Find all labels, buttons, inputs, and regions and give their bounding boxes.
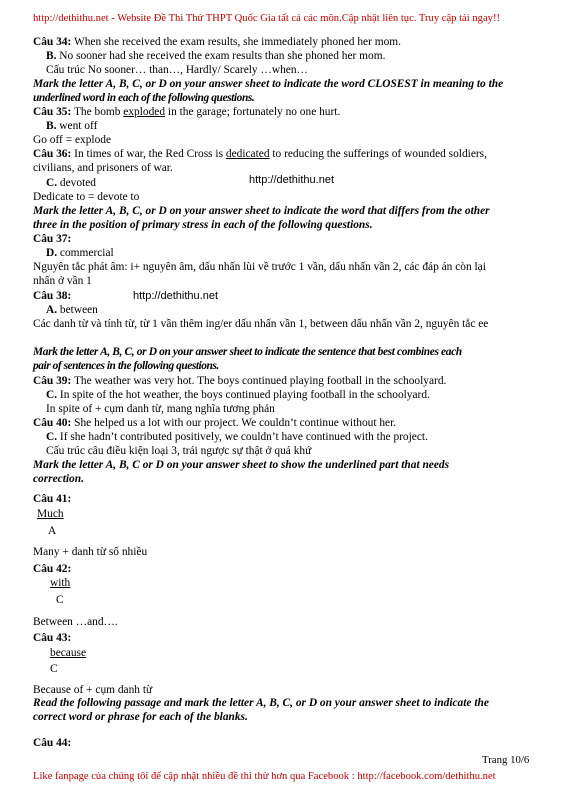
watermark-link[interactable]: http://dethithu.net	[249, 174, 335, 186]
explanation-34: Cấu trúc No sooner… than…, Hardly/ Scarely …when…	[46, 64, 308, 76]
answer-text: No sooner had she received the exam results than she phoned her mom.	[56, 50, 386, 62]
option-letter: C	[50, 663, 58, 675]
question-number: Câu 36:	[33, 148, 72, 160]
instruction-closest-line1: Mark the letter A, B, C, or D on your answer sheet to indicate the word CLOSEST in meaning to the	[33, 78, 504, 90]
answer-text: If she hadn’t contributed positively, we couldn’t have continued with the project.	[57, 431, 428, 443]
answer-letter: C.	[46, 431, 58, 443]
underlined-word: Much	[37, 508, 64, 520]
explanation-37-line2: nhấn ở vần 1	[33, 275, 92, 287]
instruction-passage-line1: Read the following passage and mark the letter A, B, C, or D on your answer sheet to indicate the	[33, 697, 489, 709]
question-text: The weather was very hot. The boys continued playing football in the schoolyard.	[71, 375, 447, 387]
question-44-number: Câu 44:	[33, 737, 72, 749]
underlined-word: because	[50, 647, 87, 659]
question-34	[33, 36, 401, 49]
question-43-number: Câu 43:	[33, 632, 72, 644]
instruction-closest-line2: underlined word in each of the following questions.	[33, 92, 255, 104]
explanation-39: In spite of + cụm danh từ, mang nghĩa tương phản	[46, 403, 275, 415]
instruction-error-line2: correction.	[33, 473, 84, 485]
answer-text: between	[57, 304, 98, 316]
answer-39	[46, 389, 430, 402]
explanation-35: Go off = explode	[33, 134, 112, 146]
answer-36	[46, 177, 96, 190]
instruction-stress-line1: Mark the letter A, B, C, or D on your answer sheet to indicate the word that differs from the other	[33, 205, 490, 217]
question-36	[33, 148, 487, 161]
answer-letter: B.	[46, 50, 57, 62]
option-letter: C	[56, 594, 64, 606]
instruction-error-line1: Mark the letter A, B, C or D on your answer sheet to show the underlined part that needs	[33, 459, 450, 471]
option-letter: A	[48, 525, 57, 537]
page-header[interactable]: http://dethithu.net - Website Đề Thi Thử THPT Quốc Gia tất cả các môn.Cập nhật liên tục. Truy cập tải ngay!!	[33, 13, 500, 24]
instruction-combine-line2: pair of sentences in the following questions.	[33, 360, 219, 372]
question-42-number: Câu 42:	[33, 563, 72, 575]
answer-37	[46, 247, 114, 260]
question-number: Câu 34:	[33, 36, 72, 48]
question-number: Câu 35:	[33, 106, 72, 118]
question-text: She helped us a lot with our project. We couldn’t continue without her.	[71, 417, 397, 429]
question-37-number: Câu 37:	[33, 233, 72, 245]
answer-35	[46, 120, 97, 133]
explanation-42: Between …and….	[33, 616, 118, 628]
explanation-40: Cấu trúc câu điều kiện loại 3, trái ngược sự thật ở quá khứ	[46, 445, 312, 457]
instruction-combine-line1: Mark the letter A, B, C, or D on your answer sheet to indicate the sentence that best combines each	[33, 346, 462, 358]
explanation-41: Many + danh từ số nhiều	[33, 546, 148, 558]
page-number: Trang 10/6	[482, 754, 530, 766]
explanation-43: Because of + cụm danh từ	[33, 684, 153, 696]
question-36-line2: civilians, and prisoners of war.	[33, 162, 173, 174]
question-38-number: Câu 38:	[33, 290, 72, 302]
question-number: Câu 39:	[33, 375, 72, 387]
underlined-word: dedicated	[225, 148, 270, 160]
page-footer-link[interactable]: Like fanpage của chúng tôi để cập nhật nhiều đề thi thử hơn qua Facebook : http://facebook.com/dethithu.net	[33, 771, 496, 782]
question-39	[33, 375, 446, 388]
question-text: When she received the exam results, she immediately phoned her mom.	[71, 36, 401, 48]
answer-34	[46, 50, 385, 63]
explanation-36: Dedicate to = devote to	[33, 191, 140, 203]
question-35	[33, 106, 340, 119]
watermark-link[interactable]: http://dethithu.net	[133, 290, 219, 302]
answer-letter: B.	[46, 120, 57, 132]
explanation-38: Các danh từ và tính từ, từ 1 vần thêm ing/er dấu nhấn vần 1, between dấu nhấn vần 2, nguyên tắc ee	[33, 318, 489, 330]
underlined-word: exploded	[123, 106, 166, 118]
answer-text: commercial	[57, 247, 114, 259]
answer-38	[46, 304, 98, 317]
answer-text: went off	[56, 120, 98, 132]
answer-letter: A.	[46, 304, 58, 316]
explanation-37-line1: Nguyên tắc phát âm: i+ nguyên âm, dấu nhấn lùi về trước 1 vần, dấu nhấn vần 2, các đáp án còn lại	[33, 261, 486, 273]
answer-40	[46, 431, 428, 444]
instruction-passage-line2: correct word or phrase for each of the blanks.	[33, 711, 248, 723]
question-text-post: in the garage; fortunately no one hurt.	[165, 106, 341, 118]
answer-letter: C.	[46, 389, 58, 401]
question-text-post: to reducing the sufferings of wounded soldiers,	[269, 148, 487, 160]
answer-letter: C.	[46, 177, 58, 189]
answer-text: In spite of the hot weather, the boys continued playing football in the schoolyard.	[57, 389, 430, 401]
question-number: Câu 40:	[33, 417, 72, 429]
question-text-pre: In times of war, the Red Cross is	[71, 148, 226, 160]
instruction-stress-line2: three in the position of primary stress in each of the following questions.	[33, 219, 373, 231]
answer-letter: D.	[46, 247, 58, 259]
question-41-number: Câu 41:	[33, 493, 72, 505]
question-40	[33, 417, 396, 430]
underlined-word: with	[50, 577, 71, 589]
answer-text: devoted	[57, 177, 96, 189]
question-text-pre: The bomb	[71, 106, 124, 118]
